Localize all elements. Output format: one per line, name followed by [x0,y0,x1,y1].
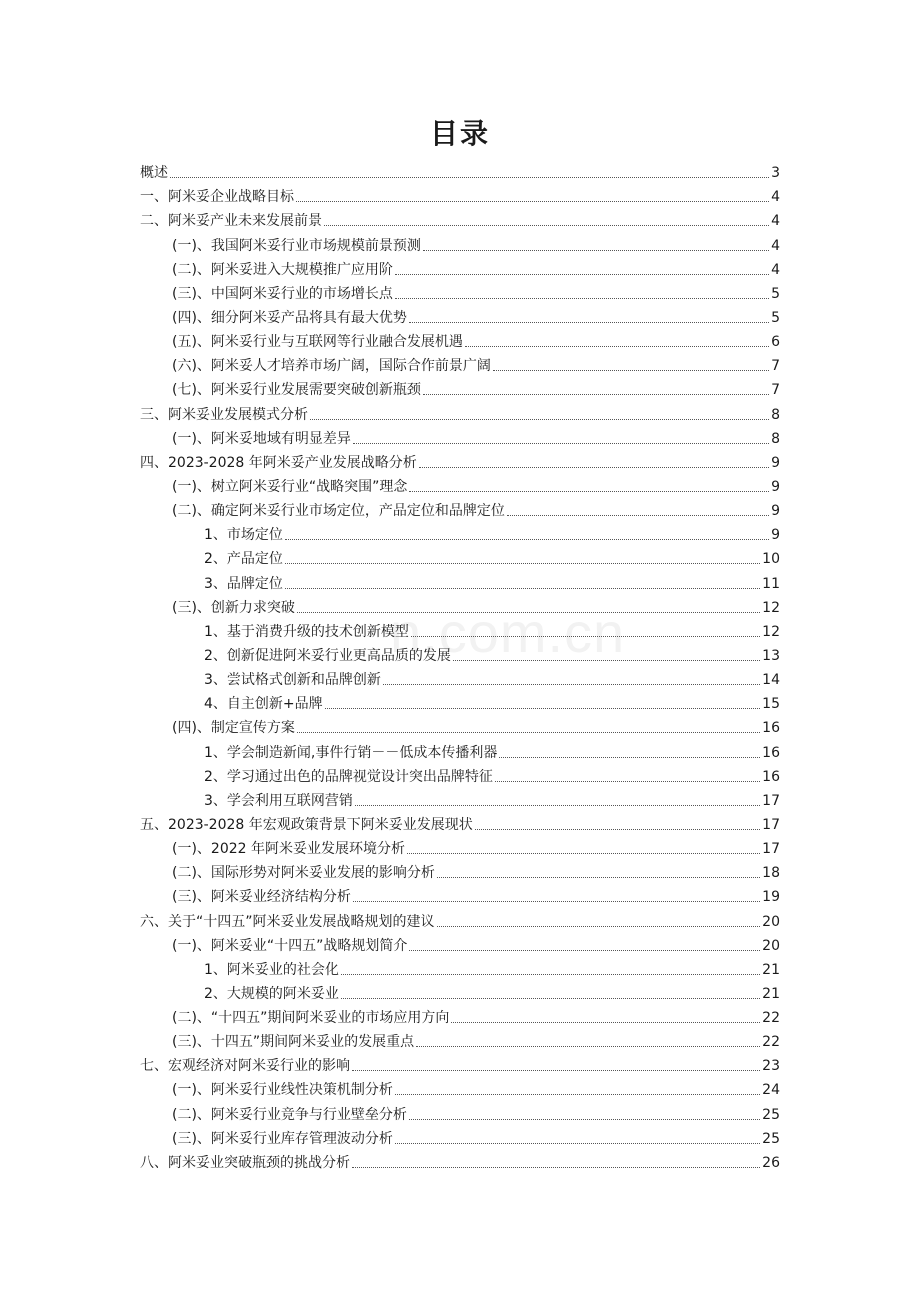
toc-entry-page: 20 [762,937,780,954]
toc-entry-title: 六、关于“十四五”阿米妥业发展战略规划的建议 [140,913,435,930]
watermark: n.com.cn [390,601,626,664]
toc-entry[interactable] [140,786,780,810]
toc-entry-page: 26 [762,1154,780,1171]
toc-entry[interactable] [140,230,780,254]
toc-entry[interactable] [140,858,780,882]
toc-dot-leader [297,612,760,613]
toc-entry-page: 25 [762,1106,780,1123]
toc-entry-page: 16 [762,768,780,785]
toc-entry-page: 22 [762,1010,780,1027]
toc-dot-leader [285,563,760,564]
toc-dot-leader [507,515,769,516]
toc-entry-title: 1、市场定位 [204,527,283,544]
toc-dot-leader [297,732,760,733]
toc-entry-title: (一)、阿米妥行业线性决策机制分析 [172,1082,393,1099]
toc-dot-leader [499,757,760,758]
toc-entry[interactable] [140,568,780,592]
toc-entry-page: 3 [771,165,780,182]
toc-entry-page: 7 [771,358,780,375]
toc-dot-leader [411,636,760,637]
toc-entry[interactable] [140,1051,780,1075]
toc-entry-title: 4、自主创新+品牌 [204,696,323,713]
toc-dot-leader [352,1070,760,1071]
toc-dot-leader [409,491,769,492]
toc-dot-leader [310,419,769,420]
toc-dot-leader [451,1022,760,1023]
toc-entry-page: 4 [771,189,780,206]
toc-entry[interactable] [140,1099,780,1123]
toc-entry[interactable] [140,279,780,303]
toc-dot-leader [395,1094,760,1095]
toc-entry[interactable] [140,1124,780,1148]
toc-dot-leader [409,322,769,323]
toc-entry-page: 17 [762,816,780,833]
toc-entry-page: 16 [762,744,780,761]
toc-entry-title: 3、尝试格式创新和品牌创新 [204,672,381,689]
toc-entry[interactable] [140,327,780,351]
toc-entry-title: 2、创新促进阿米妥行业更高品质的发展 [204,647,451,664]
toc-entry-page: 9 [771,454,780,471]
toc-entry[interactable] [140,375,780,399]
toc-dot-leader [493,370,769,371]
toc-dot-leader [437,877,760,878]
toc-entry-page: 13 [762,647,780,664]
toc-entry[interactable] [140,399,780,423]
toc-entry-page: 21 [762,961,780,978]
toc-entry[interactable] [140,641,780,665]
toc-dot-leader [407,853,760,854]
toc-entry[interactable] [140,955,780,979]
toc-entry-title: 2、产品定位 [204,551,283,568]
toc-entry-page: 12 [762,599,780,616]
toc-entry[interactable] [140,979,780,1003]
toc-entry-page: 4 [771,213,780,230]
toc-entry[interactable] [140,424,780,448]
toc-entry[interactable] [140,1003,780,1027]
toc-entry[interactable] [140,931,780,955]
toc-entry-title: 1、阿米妥业的社会化 [204,961,339,978]
toc-entry-page: 16 [762,720,780,737]
toc-entry-title: 三、阿米妥业发展模式分析 [140,406,308,423]
toc-entry[interactable] [140,1148,780,1172]
toc-entry-page: 6 [771,334,780,351]
toc-entry-title: (二)、“十四五”期间阿米妥业的市场应用方向 [172,1010,450,1027]
toc-entry-page: 7 [771,382,780,399]
toc-entry-page: 21 [762,985,780,1002]
toc-entry-title: (六)、阿米妥人才培养市场广阔，国际合作前景广阔 [172,358,491,375]
toc-entry-title: (一)、阿米妥地域有明显差异 [172,430,351,447]
toc-dot-leader [453,660,760,661]
toc-entry[interactable] [140,496,780,520]
toc-dot-leader [285,539,769,540]
toc-entry-page: 5 [771,309,780,326]
toc-entry-title: 2、学习通过出色的品牌视觉设计突出品牌特征 [204,768,493,785]
toc-dot-leader [296,201,769,202]
toc-dot-leader [170,177,769,178]
toc-entry-title: (三)、阿米妥行业库存管理波动分析 [172,1130,393,1147]
toc-entry-page: 15 [762,696,780,713]
toc-entry[interactable] [140,762,780,786]
toc-entry-page: 18 [762,865,780,882]
toc-entry[interactable] [140,255,780,279]
toc-entry[interactable] [140,737,780,761]
toc-entry-title: 1、学会制造新闻,事件行销－－低成本传播利器 [204,744,498,761]
toc-entry[interactable] [140,713,780,737]
toc-entry-title: (七)、阿米妥行业发展需要突破创新瓶颈 [172,382,421,399]
toc-dot-leader [353,901,760,902]
toc-entry[interactable] [140,303,780,327]
toc-entry-page: 11 [762,575,780,592]
toc-entry-title: (一)、树立阿米妥行业“战略突围”理念 [172,478,408,495]
toc-entry-title: (三)、中国阿米妥行业的市场增长点 [172,285,393,302]
toc-entry-title: 概述 [140,165,168,182]
toc-entry-title: (四)、细分阿米妥产品将具有最大优势 [172,309,407,326]
toc-entry-page: 23 [762,1058,780,1075]
toc-entry-page: 14 [762,672,780,689]
toc-entry-page: 8 [771,430,780,447]
toc-entry-title: (二)、阿米妥进入大规模推广应用阶 [172,261,393,278]
toc-entry-title: (二)、确定阿米妥行业市场定位，产品定位和品牌定位 [172,503,505,520]
toc-dot-leader [353,443,769,444]
toc-entry[interactable] [140,834,780,858]
toc-entry-page: 20 [762,913,780,930]
toc-entry-title: 3、学会利用互联网营销 [204,792,353,809]
toc-entry-page: 9 [771,478,780,495]
toc-entry[interactable] [140,448,780,472]
toc-entry-title: (二)、国际形势对阿米妥业发展的影响分析 [172,865,435,882]
toc-entry-page: 9 [771,527,780,544]
toc-dot-leader [437,926,761,927]
toc-entry[interactable] [140,689,780,713]
toc-entry-title: (三)、十四五”期间阿米妥业的发展重点 [172,1034,415,1051]
toc-dot-leader [341,974,760,975]
toc-dot-leader [325,708,761,709]
toc-entry-title: 一、阿米妥企业战略目标 [140,189,294,206]
toc-entry-title: 二、阿米妥产业未来发展前景 [140,213,322,230]
toc-entry[interactable] [140,1027,780,1051]
toc-entry-page: 17 [762,792,780,809]
toc-entry-title: 五、2023-2028 年宏观政策背景下阿米妥业发展现状 [140,816,473,833]
toc-entry-title: 四、2023-2028 年阿米妥产业发展战略分析 [140,454,417,471]
toc-entry-title: (三)、阿米妥业经济结构分析 [172,889,351,906]
toc-entry[interactable] [140,593,780,617]
toc-entry-page: 19 [762,889,780,906]
toc-dot-leader [285,588,760,589]
toc-entry[interactable] [140,158,780,182]
toc-entry[interactable] [140,1075,780,1099]
toc-dot-leader [465,346,769,347]
toc-dot-leader [355,805,760,806]
toc-entry-page: 4 [771,261,780,278]
table-of-contents [140,158,780,1172]
toc-entry-title: (一)、阿米妥业“十四五”战略规划简介 [172,937,408,954]
toc-dot-leader [495,781,760,782]
toc-entry-page: 10 [762,551,780,568]
toc-entry-page: 17 [762,841,780,858]
toc-dot-leader [409,1119,760,1120]
toc-dot-leader [423,394,769,395]
toc-entry-page: 8 [771,406,780,423]
toc-entry[interactable] [140,472,780,496]
toc-dot-leader [395,1143,760,1144]
toc-entry[interactable] [140,544,780,568]
toc-entry-title: (三)、创新力求突破 [172,599,295,616]
toc-entry[interactable] [140,882,780,906]
toc-entry[interactable] [140,810,780,834]
toc-entry-title: 1、基于消费升级的技术创新模型 [204,623,409,640]
toc-entry[interactable] [140,351,780,375]
toc-dot-leader [383,684,760,685]
page-title: 目录 [429,117,490,150]
toc-entry[interactable] [140,906,780,930]
toc-entry-page: 4 [771,237,780,254]
toc-dot-leader [419,467,769,468]
toc-dot-leader [409,950,760,951]
toc-dot-leader [475,829,760,830]
toc-entry-page: 5 [771,285,780,302]
toc-dot-leader [352,1167,760,1168]
toc-dot-leader [423,250,769,251]
toc-entry[interactable] [140,206,780,230]
toc-entry-title: 七、宏观经济对阿米妥行业的影响 [140,1058,350,1075]
toc-entry-title: 八、阿米妥业突破瓶颈的挑战分析 [140,1154,350,1171]
toc-dot-leader [324,225,769,226]
toc-dot-leader [395,298,769,299]
toc-entry[interactable] [140,182,780,206]
toc-entry[interactable] [140,520,780,544]
toc-entry-title: 3、品牌定位 [204,575,283,592]
toc-entry-title: (五)、阿米妥行业与互联网等行业融合发展机遇 [172,334,463,351]
toc-entry-title: (四)、制定宣传方案 [172,720,295,737]
toc-entry-page: 24 [762,1082,780,1099]
toc-entry-page: 22 [762,1034,780,1051]
toc-entry-title: (一)、我国阿米妥行业市场规模前景预测 [172,237,421,254]
toc-entry-title: (二)、阿米妥行业竞争与行业壁垒分析 [172,1106,407,1123]
toc-entry-page: 12 [762,623,780,640]
toc-entry-title: 2、大规模的阿米妥业 [204,985,339,1002]
toc-entry-title: (一)、2022 年阿米妥业发展环境分析 [172,841,406,858]
toc-dot-leader [416,1046,760,1047]
toc-entry-page: 25 [762,1130,780,1147]
toc-entry[interactable] [140,617,780,641]
toc-dot-leader [341,998,760,999]
toc-dot-leader [395,274,769,275]
toc-entry[interactable] [140,665,780,689]
toc-entry-page: 9 [771,503,780,520]
